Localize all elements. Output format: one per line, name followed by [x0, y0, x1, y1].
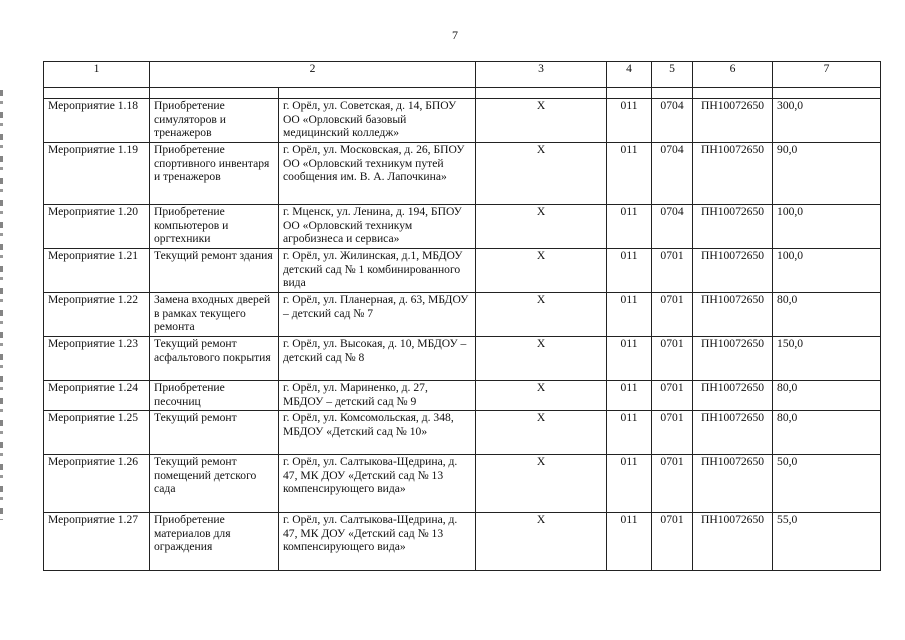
col3-cell: X [476, 381, 607, 411]
name-cell: Текущий ремонт асфальтового покрытия [150, 337, 279, 381]
budget-table [43, 61, 881, 571]
measure-cell: Мероприятие 1.27 [44, 513, 150, 571]
name-cell: Текущий ремонт здания [150, 249, 279, 293]
name-cell: Приобретение материалов для ограждения [150, 513, 279, 571]
amount-cell: 55,0 [773, 513, 881, 571]
col3-cell: X [476, 99, 607, 143]
col-header-5: 5 [652, 62, 693, 88]
amount-cell: 100,0 [773, 249, 881, 293]
amount-cell: 50,0 [773, 455, 881, 513]
name-cell: Текущий ремонт помещений детского сада [150, 455, 279, 513]
col-header-2: 2 [150, 62, 476, 88]
program-cell: ПН10072650 [693, 411, 773, 455]
section-cell: 0701 [652, 337, 693, 381]
code-cell: 011 [607, 513, 652, 571]
address-cell: г. Мценск, ул. Ленина, д. 194, БПОУ ОО «Орловский техникум агробизнеса и сервиса» [279, 205, 476, 249]
code-cell: 011 [607, 249, 652, 293]
col-header-4: 4 [607, 62, 652, 88]
program-cell: ПН10072650 [693, 513, 773, 571]
section-cell: 0701 [652, 411, 693, 455]
address-cell: г. Орёл, ул. Планерная, д. 63, МБДОУ – детский сад № 7 [279, 293, 476, 337]
table-row [44, 293, 881, 337]
amount-cell: 80,0 [773, 293, 881, 337]
amount-cell: 90,0 [773, 143, 881, 205]
name-cell: Приобретение спортивного инвентаря и тренажеров [150, 143, 279, 205]
amount-cell: 80,0 [773, 381, 881, 411]
col3-cell: X [476, 455, 607, 513]
scan-edge-artifact [0, 90, 3, 520]
measure-cell: Мероприятие 1.25 [44, 411, 150, 455]
name-cell: Приобретение песочниц [150, 381, 279, 411]
section-cell: 0704 [652, 99, 693, 143]
section-cell: 0701 [652, 513, 693, 571]
col3-cell: X [476, 411, 607, 455]
amount-cell: 300,0 [773, 99, 881, 143]
measure-cell: Мероприятие 1.21 [44, 249, 150, 293]
section-cell: 0704 [652, 143, 693, 205]
header-row [44, 62, 881, 88]
col3-cell: X [476, 337, 607, 381]
measure-cell: Мероприятие 1.20 [44, 205, 150, 249]
table-row [44, 249, 881, 293]
program-cell: ПН10072650 [693, 381, 773, 411]
section-cell: 0704 [652, 205, 693, 249]
code-cell: 011 [607, 99, 652, 143]
col3-cell: X [476, 143, 607, 205]
section-cell: 0701 [652, 455, 693, 513]
address-cell: г. Орёл, ул. Мариненко, д. 27, МБДОУ – детский сад № 9 [279, 381, 476, 411]
measure-cell: Мероприятие 1.18 [44, 99, 150, 143]
measure-cell: Мероприятие 1.19 [44, 143, 150, 205]
address-cell: г. Орёл, ул. Советская, д. 14, БПОУ ОО «Орловский базовый медицинский колледж» [279, 99, 476, 143]
table-body [44, 99, 881, 571]
table-row [44, 99, 881, 143]
table-row [44, 411, 881, 455]
name-cell: Приобретение компьютеров и оргтехники [150, 205, 279, 249]
section-cell: 0701 [652, 249, 693, 293]
program-cell: ПН10072650 [693, 205, 773, 249]
amount-cell: 150,0 [773, 337, 881, 381]
section-cell: 0701 [652, 293, 693, 337]
amount-cell: 80,0 [773, 411, 881, 455]
table-row [44, 513, 881, 571]
name-cell: Приобретение симуляторов и тренажеров [150, 99, 279, 143]
spacer-row [44, 88, 881, 99]
program-cell: ПН10072650 [693, 99, 773, 143]
page-number: 7 [452, 28, 458, 42]
amount-cell: 100,0 [773, 205, 881, 249]
col3-cell: X [476, 293, 607, 337]
code-cell: 011 [607, 143, 652, 205]
table-row [44, 205, 881, 249]
col3-cell: X [476, 205, 607, 249]
address-cell: г. Орёл, ул. Салтыкова-Щедрина, д. 47, МК ДОУ «Детский сад № 13 компенсирующего вида» [279, 455, 476, 513]
col-header-7: 7 [773, 62, 881, 88]
col-header-3: 3 [476, 62, 607, 88]
code-cell: 011 [607, 293, 652, 337]
col3-cell: X [476, 513, 607, 571]
code-cell: 011 [607, 205, 652, 249]
col3-cell: X [476, 249, 607, 293]
measure-cell: Мероприятие 1.23 [44, 337, 150, 381]
measure-cell: Мероприятие 1.22 [44, 293, 150, 337]
code-cell: 011 [607, 337, 652, 381]
col-header-1: 1 [44, 62, 150, 88]
name-cell: Текущий ремонт [150, 411, 279, 455]
program-cell: ПН10072650 [693, 293, 773, 337]
col-header-6: 6 [693, 62, 773, 88]
measure-cell: Мероприятие 1.26 [44, 455, 150, 513]
table-row [44, 381, 881, 411]
section-cell: 0701 [652, 381, 693, 411]
code-cell: 011 [607, 381, 652, 411]
table-row [44, 337, 881, 381]
program-cell: ПН10072650 [693, 455, 773, 513]
address-cell: г. Орёл, ул. Жилинская, д.1, МБДОУ детский сад № 1 комбинированного вида [279, 249, 476, 293]
code-cell: 011 [607, 411, 652, 455]
program-cell: ПН10072650 [693, 337, 773, 381]
code-cell: 011 [607, 455, 652, 513]
table-row [44, 455, 881, 513]
address-cell: г. Орёл, ул. Салтыкова-Щедрина, д. 47, МК ДОУ «Детский сад № 13 компенсирующего вида» [279, 513, 476, 571]
address-cell: г. Орёл, ул. Комсомольская, д. 348, МБДОУ «Детский сад № 10» [279, 411, 476, 455]
table-row [44, 143, 881, 205]
measure-cell: Мероприятие 1.24 [44, 381, 150, 411]
address-cell: г. Орёл, ул. Московская, д. 26, БПОУ ОО «Орловский техникум путей сообщения им. В. А. Лапочкина» [279, 143, 476, 205]
program-cell: ПН10072650 [693, 249, 773, 293]
program-cell: ПН10072650 [693, 143, 773, 205]
address-cell: г. Орёл, ул. Высокая, д. 10, МБДОУ – детский сад № 8 [279, 337, 476, 381]
name-cell: Замена входных дверей в рамках текущего ремонта [150, 293, 279, 337]
